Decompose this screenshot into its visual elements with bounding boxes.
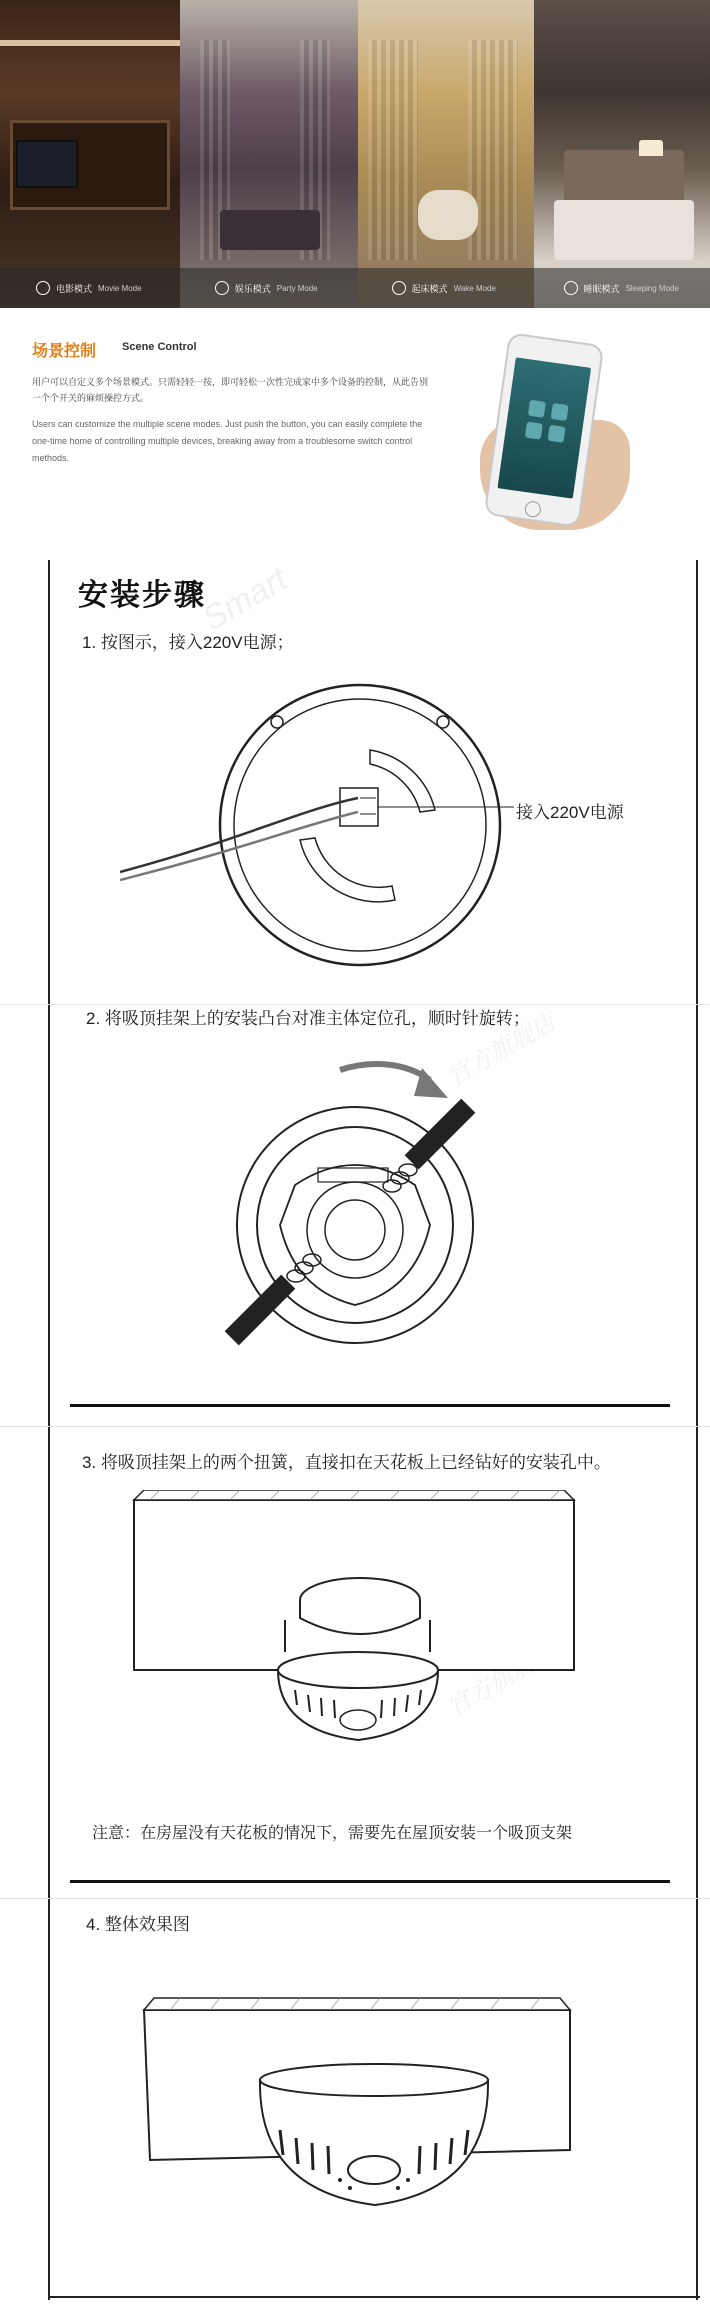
step-divider-rule <box>70 1404 670 1407</box>
movie-mode-icon <box>36 281 50 295</box>
step-divider-rule <box>70 1880 670 1883</box>
center-hub-inner <box>325 1200 385 1260</box>
screw-hole-left <box>271 716 283 728</box>
wake-mode-sub: Wake Mode <box>453 283 496 293</box>
spring-arm-top <box>405 1099 476 1170</box>
store-watermark-2: 官方旗舰店 <box>442 1638 561 1722</box>
movie-mode-sub: Movie Mode <box>97 283 142 293</box>
movie-mode-item <box>0 268 178 308</box>
wake-mode-item <box>355 268 533 308</box>
screw-hole-right <box>437 716 449 728</box>
sensor-lens <box>340 1710 376 1730</box>
step-2-text: 2. 将吸顶挂架上的安装凸台对准主体定位孔，顺时针旋转； <box>86 1009 530 1028</box>
install-note: 注意：在房屋没有天花板的情况下，需要先在屋顶安装一个吸顶支架 <box>92 1825 573 1842</box>
wake-mode-icon <box>392 281 406 295</box>
upper-arc-slot <box>370 750 435 812</box>
party-mode-item <box>178 268 356 308</box>
power-label: 接入220V电源 <box>516 803 624 822</box>
rotation-arrow-icon <box>340 1064 430 1080</box>
party-mode-label: 娱乐模式 <box>234 283 271 294</box>
phone-screen <box>497 357 591 498</box>
wiring-diagram <box>120 680 600 970</box>
scene-mode-bar <box>0 268 710 308</box>
sleep-mode-item <box>533 268 710 308</box>
scene-control-section <box>0 308 710 540</box>
movie-room-photo <box>0 0 180 308</box>
step-1-text: 1. 按图示，接入220V电源； <box>82 633 294 652</box>
store-watermark: 官方旗舰店 <box>442 1008 561 1092</box>
party-mode-icon <box>215 281 229 295</box>
scene-desc-cn: 用户可以自定义多个场景模式。只需轻轻一按，即可轻松一次性完成家中多个设备的控制，从此告别一个个开关的麻烦操控方式。 <box>32 377 429 403</box>
sleep-room-photo <box>534 0 710 308</box>
section-divider <box>0 1426 710 1427</box>
tv-illustration <box>16 140 78 188</box>
scene-title-en: Scene Control <box>122 341 197 353</box>
phone-in-hand-image <box>470 330 630 530</box>
sleep-mode-icon <box>564 281 578 295</box>
sensor-lens <box>348 2156 400 2184</box>
wake-room-photo <box>358 0 534 308</box>
scene-title-cn: 场景控制 <box>32 343 97 360</box>
party-room-photo <box>180 0 358 308</box>
home-button-icon <box>524 500 542 518</box>
wake-mode-label: 起床模式 <box>411 283 448 294</box>
brand-watermark: Smart <box>196 559 294 639</box>
lower-arc-slot <box>300 838 395 902</box>
mount-rotation-diagram <box>200 1050 500 1360</box>
movie-mode-label: 电影模式 <box>55 283 92 294</box>
center-hub-outer <box>307 1182 403 1278</box>
sleep-mode-label: 睡眠模式 <box>583 283 620 294</box>
step-3-text: 3. 将吸顶挂架上的两个扭簧，直接扣在天花板上已经钻好的安装孔中。 <box>82 1453 611 1472</box>
overall-effect-diagram <box>140 1990 580 2250</box>
power-wire-2 <box>120 812 358 880</box>
mount-bracket <box>280 1165 430 1305</box>
sensor-body <box>260 2080 488 2205</box>
spring-arm-bottom <box>225 1275 296 1346</box>
frame-bottom-border <box>48 2296 700 2298</box>
install-title: 安装步骤 <box>78 579 206 612</box>
hero-banner <box>0 0 710 308</box>
step-4-text: 4. 整体效果图 <box>86 1915 190 1934</box>
sleep-mode-sub: Sleeping Mode <box>625 283 679 293</box>
terminal-block <box>340 788 378 826</box>
scene-desc-en: Users can customize the multiple scene modes. Just push the button, you can easily complete the one-time home of controlling multiple devices, breaking away from a troublesome switch control methods. <box>32 419 423 463</box>
section-divider <box>0 1898 710 1899</box>
ceiling-mount-diagram <box>130 1490 590 1810</box>
party-mode-sub: Party Mode <box>276 283 318 293</box>
